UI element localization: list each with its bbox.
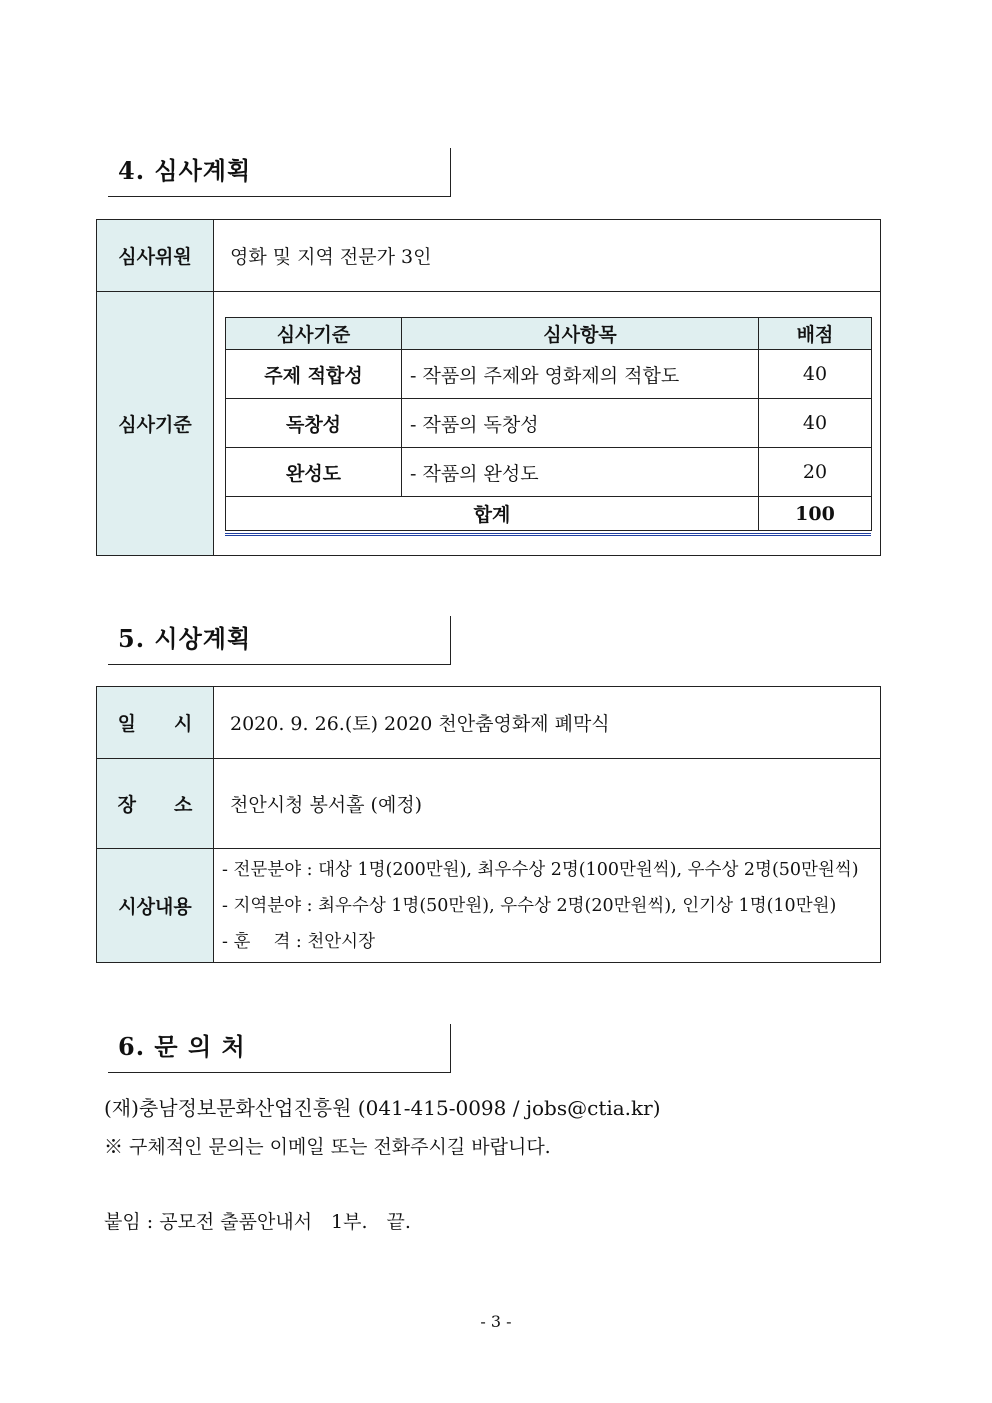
table-row [226, 350, 872, 399]
criterion-cell: 완성도 [226, 448, 402, 497]
section4-heading [108, 148, 451, 197]
criteria-header-criterion: 심사기준 [226, 318, 402, 350]
award-line: - 지역분야 : 최우수상 1명(50만원), 우수상 2명(20만원씩), 인기상 1명(10만원) [222, 895, 837, 916]
criterion-cell: 독창성 [226, 399, 402, 448]
total-label: 합계 [226, 497, 759, 531]
section6-title: 6. 문 의 처 [118, 1032, 246, 1061]
section5-heading [108, 616, 451, 665]
contact-line: (재)충남정보문화산업진흥원 (041-415-0098 / jobs@ctia.kr) [104, 1096, 661, 1120]
award-line: - 전문분야 : 대상 1명(200만원), 최우수상 2명(100만원씩), 우수상 2명(50만원씩) [222, 859, 859, 880]
criterion-cell: 주제 적합성 [226, 350, 402, 399]
awards-label: 시상내용 [97, 849, 214, 963]
criteria-table [225, 317, 872, 531]
criteria-label: 심사기준 [97, 292, 214, 556]
judges-label: 심사위원 [97, 220, 214, 292]
double-rule-divider [225, 533, 871, 536]
section4-title: 4. 심사계획 [118, 156, 252, 185]
criteria-cell [214, 292, 881, 556]
awards-cell [214, 849, 881, 963]
table-row [226, 399, 872, 448]
total-row [226, 497, 872, 531]
score-cell: 20 [759, 448, 872, 497]
criteria-header-item: 심사항목 [402, 318, 759, 350]
table-row [226, 448, 872, 497]
page-number: - 3 - [480, 1312, 512, 1331]
item-cell: - 작품의 독창성 [402, 399, 759, 448]
place-value: 천안시청 봉서홀 (예정) [214, 759, 881, 849]
attachment-line: 붙임 : 공모전 출품안내서 1부. 끝. [104, 1211, 411, 1233]
review-plan-table [96, 219, 881, 556]
judges-value: 영화 및 지역 전문가 3인 [214, 220, 881, 292]
total-value: 100 [759, 497, 872, 531]
item-cell: - 작품의 주제와 영화제의 적합도 [402, 350, 759, 399]
criteria-header-score: 배점 [759, 318, 872, 350]
award-plan-table [96, 686, 881, 963]
section6-heading [108, 1024, 451, 1073]
award-line: - 훈 격 : 천안시장 [222, 931, 375, 952]
contact-note: ※ 구체적인 문의는 이메일 또는 전화주시길 바랍니다. [104, 1136, 551, 1158]
date-value: 2020. 9. 26.(토) 2020 천안춤영화제 폐막식 [214, 687, 881, 759]
date-label: 일 시 [97, 687, 214, 759]
item-cell: - 작품의 완성도 [402, 448, 759, 497]
score-cell: 40 [759, 350, 872, 399]
section5-title: 5. 시상계획 [118, 624, 252, 653]
place-label: 장 소 [97, 759, 214, 849]
score-cell: 40 [759, 399, 872, 448]
